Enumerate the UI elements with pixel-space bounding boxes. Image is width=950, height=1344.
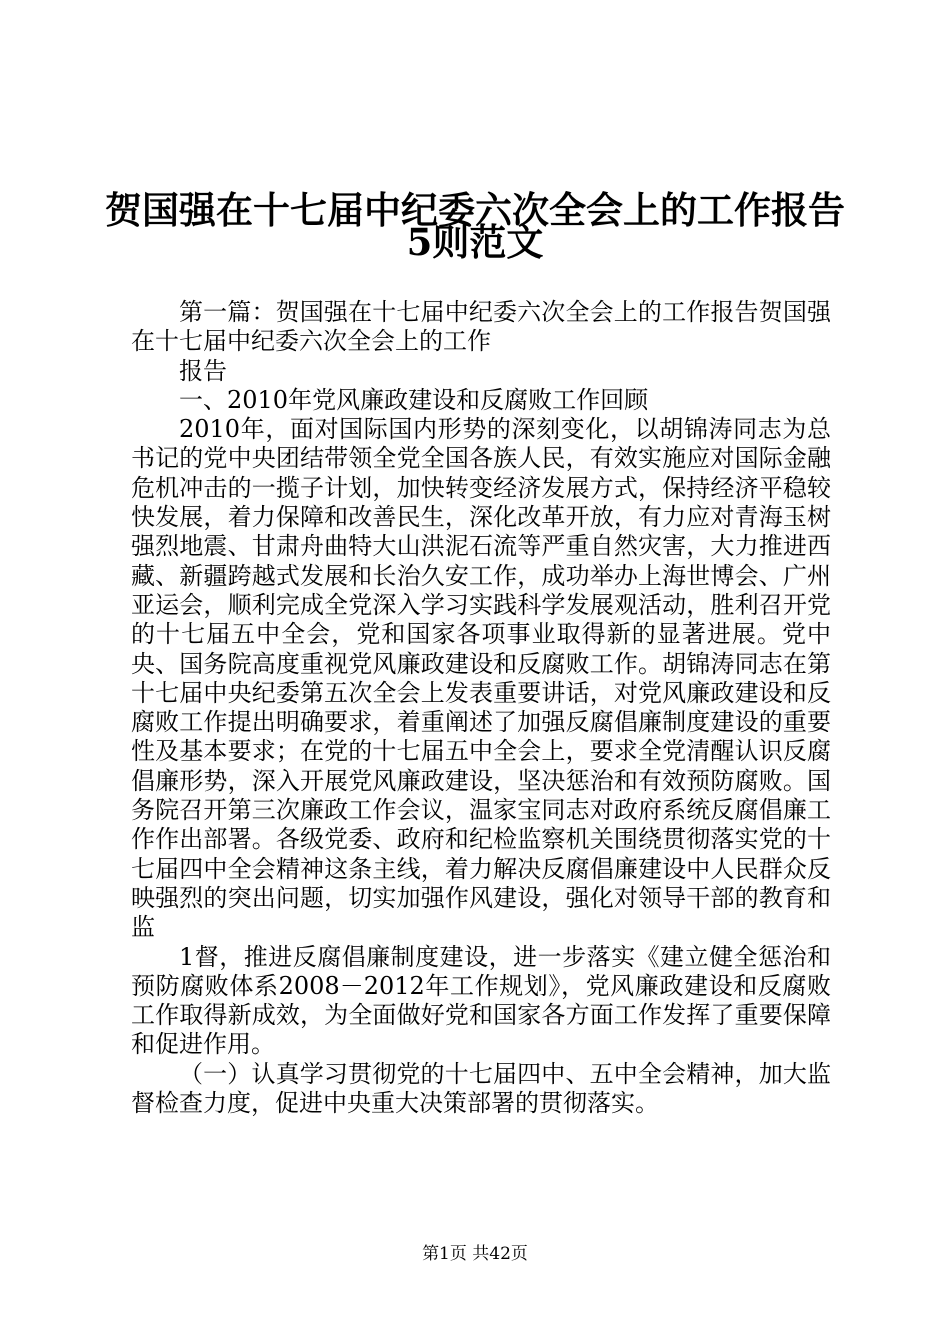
document-title-line-2: 5则范文 [406,220,544,264]
paragraph: 2010年，面对国际国内形势的深刻变化，以胡锦涛同志为总书记的党中央团结带领全党全国各族人民，有效实施应对国际金融危机冲击的一揽子计划，加快转变经济发展方式，保持经济平稳较快发展，着力保障和改善民生，深化改革开放，有力应对青海玉树强烈地震、甘肃舟曲特大山洪泥石流等严重自然灾害，大力推进西藏、新疆跨越式发展和长治久安工作，成功举办上海世博会、广州亚运会，顺利完成全党深入学习实践科学发展观活动，胜利召开党的十七届五中全会，党和国家各项事业取得新的显著进展。党中央、国务院高度重视党风廉政建设和反腐败工作。胡锦涛同志在第十七届中央纪委第五次全会上发表重要讲话，对党风廉政建设和反腐败工作提出明确要求，着重阐述了加强反腐倡廉制度建设的重要性及基本要求；在党的十七届五中全会上，要求全党清醒认识反腐倡廉形势，深入开展党风廉政建设，坚决惩治和有效预防腐败。国务院召开第三次廉政工作会议，温家宝同志对政府系统反腐倡廉工作作出部署。各级党委、政府和纪检监察机关围绕贯彻落实党的十七届四中全会精神这条主线，着力解决反腐倡廉建设中人民群众反映强烈的突出问题，切实加强作风建设，强化对领导干部的教育和监 [131,415,831,942]
document-body [131,298,831,1118]
paragraph: 第一篇：贺国强在十七届中纪委六次全会上的工作报告贺国强在十七届中纪委六次全会上的工作 [131,298,831,356]
paragraph: （一）认真学习贯彻党的十七届四中、五中全会精神，加大监督检查力度，促进中央重大决策部署的贯彻落实。 [131,1059,831,1118]
page-number-footer: 第1页 共42页 [422,1244,528,1264]
paragraph: 1督，推进反腐倡廉制度建设，进一步落实《建立健全惩治和预防腐败体系2008－2012年工作规划》，党风廉政建设和反腐败工作取得新成效，为全面做好党和国家各方面工作发挥了重要保障和促进作用。 [131,942,831,1059]
paragraph: 一、2010年党风廉政建设和反腐败工作回顾 [179,385,649,414]
paragraph: 报告 [179,356,227,385]
document-title-line-1: 贺国强在十七届中纪委六次全会上的工作报告 [105,188,845,232]
